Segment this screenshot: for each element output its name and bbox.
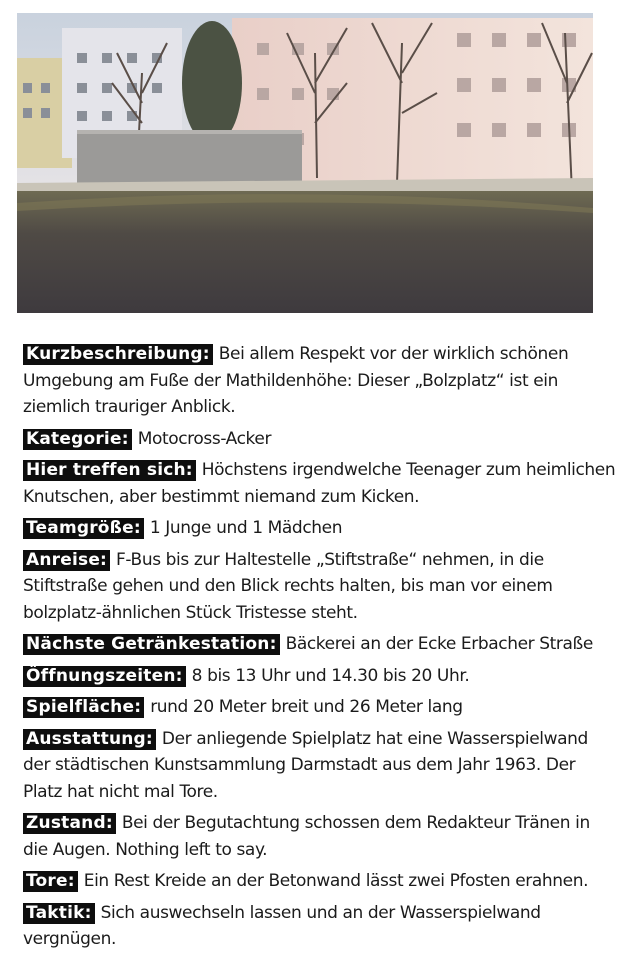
text-oeffnungszeiten: 8 bis 13 Uhr und 14.30 bis 20 Uhr. xyxy=(191,665,470,686)
text-kategorie: Motocross-Acker xyxy=(137,428,272,449)
fact-list xyxy=(23,341,619,958)
text-spielflaeche: rund 20 Meter breit und 26 Meter lang xyxy=(150,697,463,717)
text-hier-treffen-sich: Höchstens irgendwelche Teenager zum heimlichen Knutschen, aber bestimmt niemand zum Kicken. xyxy=(23,460,616,507)
label-anreise: Anreise: xyxy=(23,550,110,571)
label-teamgroesse: Teamgröße: xyxy=(23,518,144,539)
entry-taktik xyxy=(23,900,619,953)
label-zustand: Zustand: xyxy=(23,813,116,834)
label-spielflaeche: Spielfläche: xyxy=(23,697,144,718)
bolzplatz-photo xyxy=(17,13,593,313)
entry-getraenkestation xyxy=(23,631,619,658)
label-kategorie: Kategorie: xyxy=(23,429,132,450)
entry-oeffnungszeiten xyxy=(23,663,619,690)
label-taktik: Taktik: xyxy=(23,903,95,924)
entry-tore xyxy=(23,868,619,895)
label-kurzbeschreibung: Kurzbeschreibung: xyxy=(23,344,213,365)
text-taktik: Sich auswechseln lassen und an der Wasserspielwand vergnügen. xyxy=(23,902,541,949)
entry-hier-treffen-sich xyxy=(23,457,619,510)
label-hier-treffen-sich: Hier treffen sich: xyxy=(23,460,196,481)
label-oeffnungszeiten: Öffnungszeiten: xyxy=(23,666,186,687)
entry-anreise xyxy=(23,547,619,627)
text-teamgroesse: 1 Junge und 1 Mädchen xyxy=(149,518,343,538)
entry-spielflaeche xyxy=(23,694,619,721)
label-ausstattung: Ausstattung: xyxy=(23,729,156,750)
text-getraenkestation: Bäckerei an der Ecke Erbacher Straße xyxy=(285,634,593,654)
entry-teamgroesse xyxy=(23,515,619,542)
entry-zustand xyxy=(23,810,619,863)
text-kurzbeschreibung: Bei allem Respekt vor der wirklich schönen Umgebung am Fuße der Mathildenhöhe: Dieser „Bolzplatz“ ist ein ziemlich trauriger Anblick. xyxy=(23,344,569,417)
text-tore: Ein Rest Kreide an der Betonwand lässt zwei Pfosten erahnen. xyxy=(83,871,589,891)
entry-ausstattung xyxy=(23,726,619,806)
label-tore: Tore: xyxy=(23,871,78,892)
text-zustand: Bei der Begutachtung schossen dem Redakteur Tränen in die Augen. Nothing left to say. xyxy=(23,813,590,860)
label-getraenkestation: Nächste Getränkestation: xyxy=(23,634,280,655)
text-anreise: F-Bus bis zur Haltestelle „Stiftstraße“ nehmen, in die Stiftstraße gehen und den Blick rechts halten, bis man vor einem bolzplatz-ähnlichen Stück Tristesse steht. xyxy=(23,549,553,623)
entry-kurzbeschreibung xyxy=(23,341,619,421)
text-ausstattung: Der anliegende Spielplatz hat eine Wasserspielwand der städtischen Kunstsammlung Darmstadt aus dem Jahr 1963. Der Platz hat nicht mal Tore. xyxy=(23,728,588,802)
entry-kategorie xyxy=(23,426,619,453)
